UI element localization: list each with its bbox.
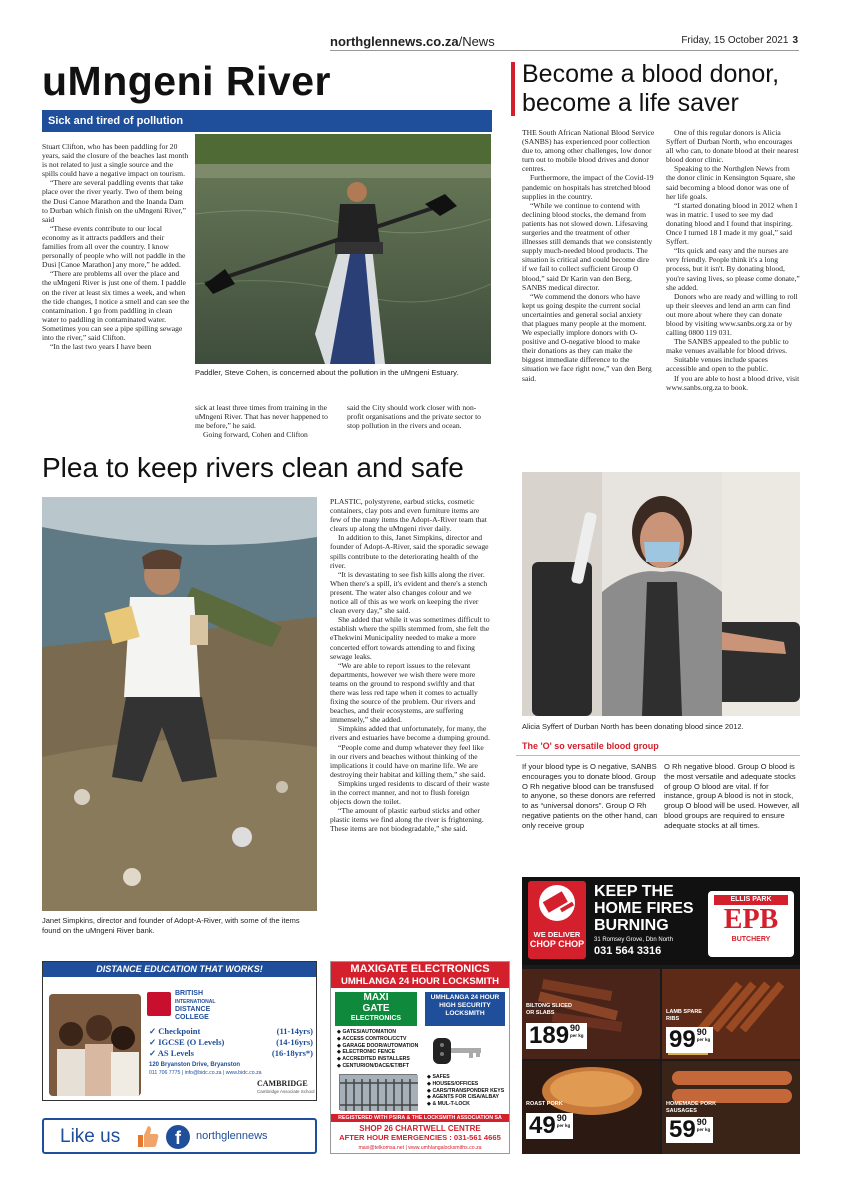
list-item: ◆ AGENTS FOR CISA/ALBAY — [427, 1094, 499, 1101]
paragraph: If you are able to host a blood drive, visit www.sanbs.org.za to book. — [666, 373, 800, 392]
blood-subkicker: The 'O' so versatile blood group — [522, 741, 659, 751]
car-keys-icon — [429, 1032, 499, 1070]
butchery-ad[interactable] — [522, 877, 800, 1154]
paragraph: “While we continue to contend with declining blood stocks, the demand from patients has not slowed down. Lifesaving surgeries and the treatment of other illnesses still demands that we consistently supply much-needed blood products. The situation is critical and could become dire if we fail to collect sufficient Group O blood,” said Dr Karin van den Berg, SANBS medical director. — [522, 200, 653, 292]
paddler-image — [195, 134, 491, 364]
butchery-address: 31 Romsey Grove, Dbn North — [594, 937, 674, 943]
list-item: ✓ AS Levels (16-18yrs*) — [149, 1048, 313, 1058]
blood-accent-bar — [511, 62, 515, 116]
price-tag: 49 90 per kg — [526, 1113, 573, 1139]
site-header — [330, 34, 495, 49]
cambridge-logo: CAMBRIDGE — [257, 1079, 308, 1088]
social-like-bar[interactable] — [42, 1118, 317, 1154]
paragraph: PLASTIC, polystyrene, earbud sticks, cosmetic containers, clay pots and even furniture items are few of the many items the Adopt-A-River team that clears up along the uMngeni river daily. — [330, 497, 487, 534]
product-tile — [662, 1061, 800, 1154]
college-crest-icon — [147, 992, 171, 1016]
locksmith-shop: SHOP 26 CHARTWELL CENTRE — [359, 1124, 481, 1133]
college-contact[interactable]: 011 706 7775 | info@bidc.co.za | www.bidc.co.za — [149, 1070, 262, 1076]
paragraph: In addition to this, Janet Simpkins, director and founder of Adopt-A-River, said the sporadic sewage spills contribute to the deteriorating health of the river. — [330, 533, 489, 570]
product-label: ROAST PORK — [526, 1101, 563, 1107]
paragraph: “In the last two years I have been — [50, 342, 152, 352]
river-col-3 — [347, 403, 491, 430]
paragraph: “The amount of plastic earbud sticks and other plastic items we find along the river is frightening. These items are not biodegradable,” she said. — [330, 806, 484, 834]
list-item: ◆ GARAGE DOOR/AUTOMATION — [337, 1042, 419, 1049]
page-number: 3 — [792, 35, 798, 46]
blood-col-1 — [522, 128, 655, 383]
brand-line: DISTANCE — [175, 1006, 211, 1013]
product-label: HOMEMADE PORK SAUSAGES — [666, 1101, 717, 1114]
headline-line: Become a blood donor, — [522, 60, 780, 88]
section-name: /News — [458, 34, 495, 49]
blood-col-2 — [666, 128, 800, 392]
paragraph: Simpkins urged residents to discard of their waste in the correct manner, and not to flush foreign objects down the toilet. — [330, 778, 490, 807]
donor-photo — [522, 472, 800, 716]
cambridge-sub: Cambridge Associate School — [257, 1089, 315, 1094]
paragraph: Speaking to the Northglen News from the donor clinic in Kensington Square, she said becoming a blood donor was one of her life goals. — [666, 164, 796, 201]
river-col-1 — [42, 142, 190, 351]
paragraph: The SANBS appealed to the public to make venues available for blood drives. — [666, 337, 789, 356]
plea-col — [330, 497, 490, 833]
product-tile — [662, 969, 800, 1059]
issue-date: Friday, 15 October 2021 — [681, 35, 789, 46]
brand-line: BRITISH — [175, 990, 203, 997]
date-line — [681, 35, 798, 46]
paragraph: “There are problems all over the place and the uMngeni River is just one of them. I paddle on the river at least six times a week, and when the tide changes, I notice a smell and can see the contamination. I go from paddling in clean water to paddling in contaminated water. Sometimes you can see a pipe spilling sewage into the river,” said Clifton. — [42, 269, 190, 342]
paragraph: “Its quick and easy and the nurses are very friendly. People think it's a long process, but it isn't. By donating blood, you're saving lives, so please come donate,” she added. — [666, 246, 800, 292]
header-rule — [330, 50, 799, 51]
college-list — [149, 1026, 313, 1059]
paragraph: Stuart Clifton, who has been paddling for 20 years, said the closure of the beaches last month is not related to just a single source and the spills could have a negative impact on tourism. — [42, 142, 189, 179]
paragraph: “These events contribute to our local economy as it attracts paddlers and their families from all over the country. I know personally of people who will not paddle in the Dusi [Canoe Marathon] any more,” he added. — [42, 223, 186, 270]
paragraph: said the City should work closer with non-profit organisations and the private sector to stop pollution in the rivers and ocean. — [347, 403, 481, 431]
list-item: ✓ IGCSE (O Levels) (14-16yrs) — [149, 1037, 313, 1047]
list-item: ◆ ELECTRONIC FENCE — [337, 1049, 396, 1056]
brand-line: COLLEGE — [175, 1014, 209, 1021]
like-label: Like us — [60, 1126, 121, 1147]
locksmith-right-list — [427, 1074, 507, 1108]
plea-caption: Janet Simpkins, director and founder of Adopt-A-River, with some of the items found on the uMngeni River bank. — [42, 916, 300, 935]
product-tile — [522, 1061, 660, 1154]
paragraph: Going forward, Cohen and Clifton — [203, 430, 308, 440]
product-label: LAMB SPARE RIBS — [666, 1009, 702, 1022]
list-item: ◆ HOUSES/OFFICES — [427, 1080, 479, 1087]
price-tag: 59 90 per kg — [666, 1117, 713, 1143]
river-kicker: Sick and tired of pollution — [48, 115, 184, 127]
paragraph: She added that while it was sometimes difficult to establish where the spills stemmed from, she felt the eThekwini Municipality needed to make a more concerted effort towards attending to and fixing sewage leaks. — [330, 615, 490, 661]
butchery-headline: KEEP THE HOME FIRES BURNING — [594, 883, 694, 934]
paragraph: “We are able to report issues to the relevant departments, however we wish there were more teams on the ground to respond swiftly and that there was less red tape when it comes to actually fixing the source of the problem. Our rivers and beaches, and their ecosystems, are suffering immensely,” she added. — [330, 660, 478, 725]
paragraph: Suitable venues include spaces accessible and open to the public. — [666, 355, 769, 374]
plea-headline: Plea to keep rivers clean and safe — [42, 452, 464, 483]
locksmith-left-list — [337, 1029, 425, 1070]
paragraph: sick at least three times from training in the uMngeni River. That has never happened to me before,” he said. — [195, 403, 328, 431]
donor-caption: Alicia Syffert of Durban North has been donating blood since 2012. — [522, 722, 744, 731]
paragraph: “It is devastating to see fish kills along the river. When there's a spill, it's evident and there's a stench present. The water also changes colour and we notice all of this as we work on keeping the river clean every day,” she said. — [330, 569, 488, 616]
students-photo — [49, 994, 141, 1096]
chop-chop-badge: WE DELIVER CHOP CHOP — [528, 881, 586, 959]
paragraph: “We commend the donors who have kept us going despite the current social uncertainties and general social anxiety that plagues many people at the moment. We especially implore donors with O-positive and O-negative blood to make their donations as they can make the biggest immediate difference to the situation we face right now,” van den Berg said. — [522, 291, 652, 383]
thumbs-up-icon — [134, 1123, 160, 1149]
simpkins-image — [42, 497, 317, 911]
blood-box-col-1: If your blood type is O negative, SANBS encourages you to donate blood. Group O Rh negative blood can be transfused to anyone, so these donors are referred to as “universal donors”. Group O Rh negative patients on the other hand, can only receive group — [522, 762, 658, 830]
river-headline: uMngeni River — [42, 58, 331, 104]
paragraph: “People come and dump whatever they feel like in our rivers and beaches without thinking of the implications it could have on marine life. We are destroying their habitat and killing them,” she said. — [330, 742, 486, 779]
locksmith-web[interactable]: maxi@telkomsa.net | www.umhlangalocksmiths.co.za — [358, 1145, 482, 1151]
brand-line: INTERNATIONAL — [175, 999, 216, 1005]
headline-line: become a life saver — [522, 89, 739, 117]
donor-image — [522, 472, 800, 716]
locksmith-subtitle: UMHLANGA 24 HOUR LOCKSMITH — [331, 976, 509, 988]
product-label: BILTONG SLICED OR SLABS — [526, 1003, 572, 1016]
list-item: ◆ ACCESS CONTROL/CCTV — [337, 1035, 407, 1042]
locksmith-title: MAXIGATE ELECTRONICS — [331, 962, 509, 976]
paddler-photo — [195, 134, 491, 364]
list-item: ◆ ACCREDITED INSTALLERS — [337, 1056, 410, 1063]
gate-photo — [339, 1074, 417, 1110]
facebook-icon[interactable]: f — [166, 1125, 190, 1149]
college-ad[interactable] — [42, 961, 317, 1101]
list-item: ◆ & MUL-T-LOCK — [427, 1101, 470, 1108]
blood-box-col-2: O Rh negative blood. Group O blood is the most versatile and adequate stocks of group O blood are vital. If for instance, group A blood is not in stock, group O blood will be used. However, all blood groups are required to ensure adequate stocks at all times. — [664, 762, 800, 830]
product-tile — [522, 969, 660, 1059]
river-caption: Paddler, Steve Cohen, is concerned about the pollution in the uMngeni Estuary. — [195, 368, 459, 377]
cleaver-icon — [528, 881, 586, 925]
paragraph: One of this regular donors is Alicia Syffert of Durban North, who encourages all who can, to donate blood at their nearest blood donor clinic. — [666, 128, 799, 165]
paragraph: Simpkins added that unfortunately, for many, the rivers and estuaries have become a dumping ground. — [330, 724, 490, 743]
locksmith-registered: REGISTERED WITH PSIRA & THE LOCKSMITH ASSOCIATION SA — [331, 1114, 509, 1122]
paragraph: “I started donating blood in 2012 when I was in matric. I used to see my dad donating blood and I found that inspiring. Once I turned 18 I made it my goal,” said Syffert. — [666, 200, 798, 247]
paragraph: Furthermore, the impact of the Covid-19 pandemic on hospitals has stretched blood supplies in the country. — [522, 173, 654, 201]
college-address: 120 Bryanston Drive, Bryanston — [149, 1062, 241, 1068]
college-brand — [175, 990, 215, 1022]
list-item: ✓ Checkpoint (11-14yrs) — [149, 1026, 313, 1036]
paragraph: “There are several paddling events that take place over the river yearly. Two of them being the Dusi Canoe Marathon and the Inanda Dam to Durban which finish on the uMngeni River,” said — [42, 178, 186, 224]
blood-headline — [522, 60, 779, 118]
locksmith-right-title: UMHLANGA 24 HOUR HIGH SECURITY LOCKSMITH — [425, 992, 505, 1026]
list-item: ◆ CARS/TRANSPONDER KEYS — [427, 1087, 505, 1094]
price-tag: 189 90 per kg — [526, 1023, 587, 1049]
list-item: ◆ CENTURION/DACE/ET/BFT — [337, 1062, 410, 1069]
simpkins-photo — [42, 497, 317, 911]
maxigate-logo: MAXI GATE ELECTRONICS — [335, 992, 417, 1026]
locksmith-emergency[interactable]: AFTER HOUR EMERGENCIES : 031-561 4665 — [339, 1133, 501, 1142]
social-handle[interactable]: northglennews — [196, 1130, 268, 1142]
list-item: ◆ SAFES — [427, 1074, 450, 1080]
butchery-phone[interactable]: 031 564 3316 — [594, 945, 662, 957]
site-name: northglennews.co.za — [330, 34, 459, 49]
river-col-2 — [195, 403, 337, 439]
paragraph: Donors who are ready and willing to roll up their sleeves and lend an arm can find out more about where they can donate blood by visiting www.sanbs.org.za or by calling 0800 119 031. — [666, 291, 798, 338]
price-tag: 99 90 per kg — [666, 1027, 713, 1053]
locksmith-ad[interactable] — [330, 961, 510, 1154]
list-item: ◆ GATES/AUTOMATION — [337, 1029, 397, 1035]
epb-logo: ELLIS PARK EPB BUTCHERY — [708, 891, 794, 957]
college-banner: DISTANCE EDUCATION THAT WORKS! — [43, 962, 316, 977]
paragraph: THE South African National Blood Service (SANBS) has experienced poor collection due to, among other challenges, low donor turn out to mobile blood drives and donor centres. — [522, 128, 655, 174]
